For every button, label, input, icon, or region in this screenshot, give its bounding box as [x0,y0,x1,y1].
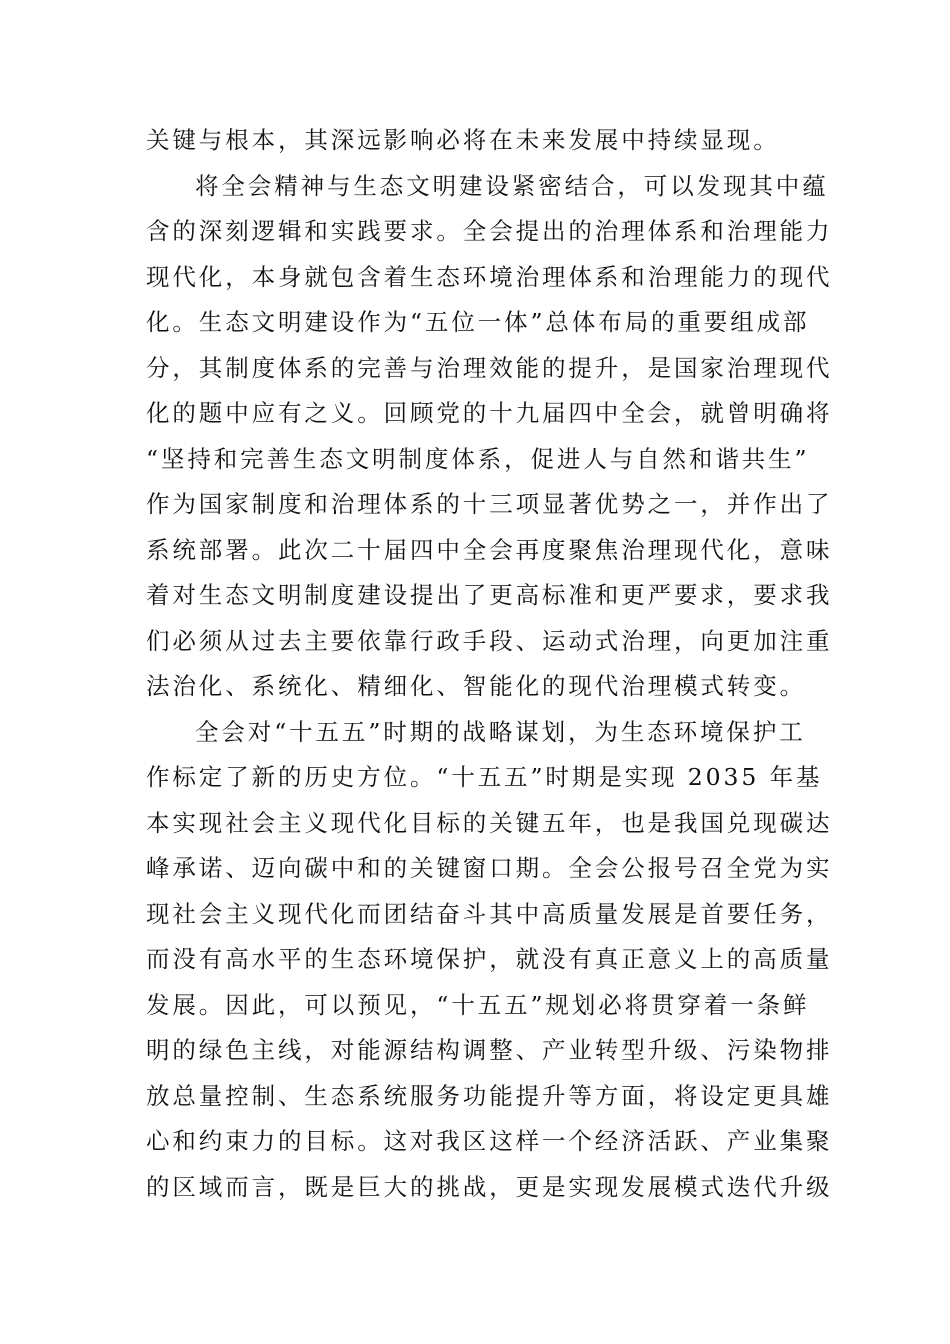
text-line: 本实现社会主义现代化目标的关键五年，也是我国兑现碳达 [146,809,833,837]
text-line: 现社会主义现代化而团结奋斗其中高质量发展是首要任务， [146,900,833,928]
text-line: 作标定了新的历史方位。“十五五”时期是实现 2035 年基 [146,763,823,791]
text-line: 作为国家制度和治理体系的十三项显著优势之一，并作出了 [146,490,833,518]
text-line: 发展。因此，可以预见，“十五五”规划必将贯穿着一条鲜 [146,991,810,1019]
text-line: 化的题中应有之义。回顾党的十九届四中全会，就曾明确将 [146,399,833,427]
text-line: 们必须从过去主要依靠行政手段、运动式治理，向更加注重 [146,627,833,655]
text-line: 峰承诺、迈向碳中和的关键窗口期。全会公报号召全党为实 [146,854,833,882]
text-line: 而没有高水平的生态环境保护，就没有真正意义上的高质量 [146,945,833,973]
text-line: 关键与根本，其深远影响必将在未来发展中持续显现。 [146,126,780,154]
text-line: “坚持和完善生态文明制度体系，促进人与自然和谐共生” [146,445,810,473]
text-line: 放总量控制、生态系统服务功能提升等方面，将设定更具雄 [146,1082,833,1110]
text-line: 的区域而言，既是巨大的挑战，更是实现发展模式迭代升级 [146,1173,833,1201]
paragraph-first-line: 全会对“十五五”时期的战略谋划，为生态环境保护工 [195,718,806,746]
text-line: 化。生态文明建设作为“五位一体”总体布局的重要组成部 [146,308,810,336]
text-line: 法治化、系统化、精细化、智能化的现代治理模式转变。 [146,672,806,700]
text-line: 现代化，本身就包含着生态环境治理体系和治理能力的现代 [146,263,833,291]
text-line: 心和约束力的目标。这对我区这样一个经济活跃、产业集聚 [146,1127,833,1155]
paragraph-first-line: 将全会精神与生态文明建设紧密结合，可以发现其中蕴 [195,172,829,200]
text-line: 着对生态文明制度建设提出了更高标准和更严要求，要求我 [146,581,833,609]
text-line: 系统部署。此次二十届四中全会再度聚焦治理现代化，意味 [146,536,833,564]
text-line: 明的绿色主线，对能源结构调整、产业转型升级、污染物排 [146,1036,833,1064]
text-line: 含的深刻逻辑和实践要求。全会提出的治理体系和治理能力 [146,217,833,245]
text-line: 分，其制度体系的完善与治理效能的提升，是国家治理现代 [146,354,833,382]
